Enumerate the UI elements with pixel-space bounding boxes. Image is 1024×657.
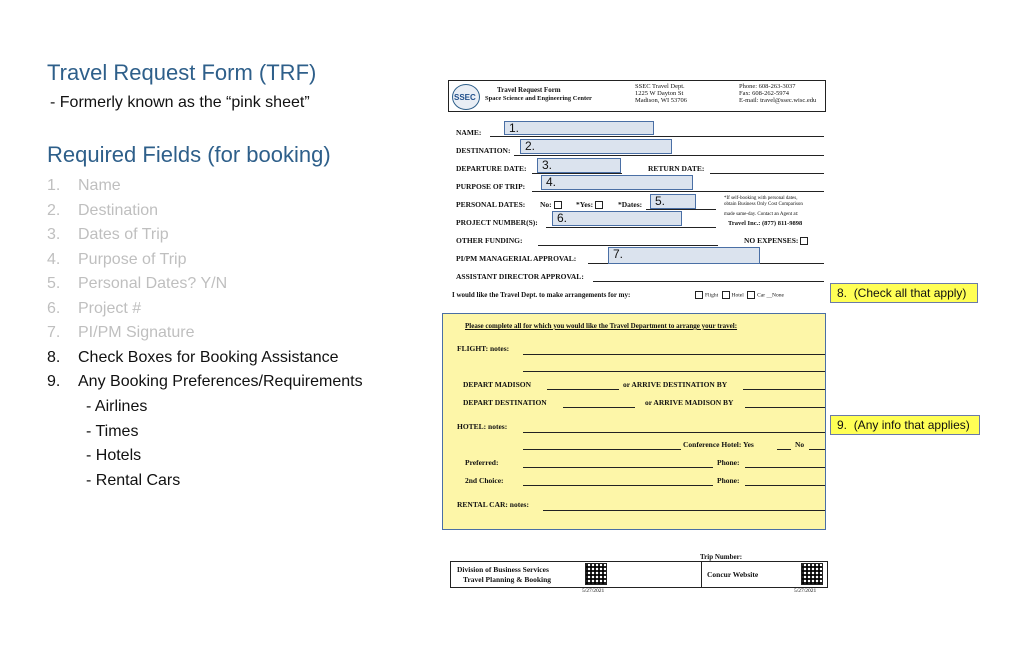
list-item: 8. Check Boxes for Booking Assistance — [47, 348, 339, 366]
project-label: PROJECT NUMBER(S): — [456, 218, 538, 227]
personal-dates-field-label: *Dates: — [618, 200, 643, 209]
dept-line-2: 1225 W Dayton St — [635, 90, 684, 97]
depart-madison-label: DEPART MADISON — [463, 380, 532, 389]
no-expenses-label: NO EXPENSES: — [744, 236, 810, 245]
dept-email: E-mail: travel@ssec.wisc.edu — [739, 97, 817, 104]
list-item: - Times — [86, 422, 139, 440]
return-label: RETURN DATE: — [648, 164, 705, 173]
list-item: 2. Destination — [47, 201, 159, 219]
assistant-director-label: ASSISTANT DIRECTOR APPROVAL: — [456, 272, 584, 281]
dept-line-3: Madison, WI 53706 — [635, 97, 688, 104]
slide-title: Travel Request Form (TRF) — [47, 60, 317, 85]
departure-marker: 3. — [537, 158, 621, 173]
form-header — [448, 80, 826, 112]
arrangement-checkboxes: Flight Hotel Car __None — [693, 291, 784, 299]
list-item: 7. PI/PM Signature — [47, 324, 195, 341]
callout-check-all: 8. (Check all that apply) — [830, 283, 978, 303]
preferred-phone-line — [745, 467, 825, 468]
assistant-director-line — [593, 281, 824, 282]
hotel-notes-label: HOTEL: notes: — [457, 422, 508, 431]
arrangements-section — [442, 313, 826, 530]
name-line — [490, 136, 824, 137]
self-booking-note-1: *If self-booking with personal dates, — [724, 196, 798, 201]
preferences-sub-list — [86, 395, 180, 493]
callout-any-info: 9. (Any info that applies) — [830, 415, 980, 435]
qr-code-icon — [585, 563, 607, 585]
trip-number-label: Trip Number: — [700, 553, 743, 561]
qr-code-icon — [801, 563, 823, 585]
list-item: - Rental Cars — [86, 471, 181, 489]
project-marker: 6. — [552, 211, 682, 226]
personal-no-label: No: — [540, 200, 564, 209]
departure-line — [532, 173, 622, 174]
concur-website-label: Concur Website — [707, 570, 759, 579]
list-item: 4. Purpose of Trip — [47, 250, 187, 268]
required-fields-list — [47, 174, 363, 395]
personal-dates-line — [646, 209, 716, 210]
conference-hotel-label: Conference Hotel: Yes — [683, 440, 754, 449]
list-item: 9. Any Booking Preferences/Requirements — [47, 373, 363, 390]
purpose-marker: 4. — [541, 175, 693, 190]
flight-checkbox[interactable] — [695, 291, 703, 299]
second-choice-line — [523, 485, 713, 486]
travel-inc-phone: Travel Inc.: (877) 811-9898 — [728, 220, 803, 227]
purpose-label: PURPOSE OF TRIP: — [456, 182, 526, 191]
list-item: 5. Personal Dates? Y/N — [47, 275, 228, 292]
list-item: 6. Project # — [47, 299, 142, 317]
list-item: - Hotels — [86, 447, 142, 464]
destination-line — [514, 155, 824, 156]
purpose-line — [532, 191, 824, 192]
departure-label: DEPARTURE DATE: — [456, 164, 527, 173]
preferred-phone-label: Phone: — [717, 458, 740, 467]
arrive-madison-label: or ARRIVE MADISON BY — [645, 398, 734, 407]
flight-notes-label: FLIGHT: notes: — [457, 344, 510, 353]
list-item: 1. Name — [47, 177, 121, 194]
depart-destination-line — [563, 407, 635, 408]
other-funding-label: OTHER FUNDING: — [456, 236, 523, 245]
preferred-hotel-label: Preferred: — [465, 458, 499, 467]
arrive-destination-label: or ARRIVE DESTINATION BY — [623, 380, 728, 389]
ssec-logo-icon: SSEC — [452, 84, 480, 110]
footer-date-1: 5/27/2021 — [582, 588, 605, 594]
flight-notes-line — [523, 354, 825, 355]
form-title: Travel Request Form — [497, 86, 561, 94]
form-org: Space Science and Engineering Center — [485, 95, 592, 102]
hotel-checkbox[interactable] — [722, 291, 730, 299]
dept-phone: Phone: 608-263-3037 — [739, 83, 796, 90]
pi-pm-approval-label: PI/PM MANAGERIAL APPROVAL: — [456, 254, 577, 263]
rental-car-line — [543, 510, 825, 511]
conference-yes-line — [777, 449, 791, 450]
personal-no-checkbox[interactable] — [554, 201, 562, 209]
project-line — [546, 227, 716, 228]
conference-no-label: No — [795, 440, 805, 449]
second-phone-label: Phone: — [717, 476, 740, 485]
personal-dates-marker: 5. — [650, 194, 696, 209]
self-booking-note-3: made same-day. Contact an Agent at: — [724, 212, 799, 217]
depart-madison-line — [547, 389, 619, 390]
footer-date-2: 5/27/2021 — [794, 588, 817, 594]
rental-car-label: RENTAL CAR: notes: — [457, 500, 529, 509]
slide-subtitle: - Formerly known as the “pink sheet” — [50, 94, 310, 111]
arrangements-heading: Please complete all for which you would like the Travel Department to arrange your travel: — [465, 322, 738, 330]
name-label: NAME: — [456, 128, 482, 137]
dept-fax: Fax: 608-262-5974 — [739, 90, 790, 97]
list-item: - Airlines — [86, 398, 148, 415]
preferred-hotel-line — [523, 467, 713, 468]
depart-destination-label: DEPART DESTINATION — [463, 398, 547, 407]
hotel-notes-line-2 — [523, 449, 681, 450]
return-line — [710, 173, 824, 174]
footer-divider — [701, 562, 702, 587]
destination-label: DESTINATION: — [456, 146, 511, 155]
flight-notes-line-2 — [523, 371, 825, 372]
self-booking-note-2: obtain Business Only Cost Comparison — [724, 202, 803, 207]
no-expenses-checkbox[interactable] — [800, 237, 808, 245]
second-choice-label: 2nd Choice: — [465, 476, 504, 485]
arrangements-label: I would like the Travel Dept. to make arrangements for my: — [452, 291, 631, 299]
required-fields-title: Required Fields (for booking) — [47, 142, 331, 167]
personal-yes-label: *Yes: — [576, 200, 605, 209]
arrive-madison-line — [745, 407, 825, 408]
personal-yes-checkbox[interactable] — [595, 201, 603, 209]
dept-line-1: SSEC Travel Dept. — [635, 83, 685, 90]
second-phone-line — [745, 485, 825, 486]
list-item: 3. Dates of Trip — [47, 226, 169, 243]
personal-dates-label: PERSONAL DATES: — [456, 200, 526, 209]
division-label: Division of Business Services — [457, 565, 549, 574]
name-marker: 1. — [504, 121, 654, 135]
conference-no-line — [809, 449, 825, 450]
car-checkbox[interactable] — [747, 291, 755, 299]
other-funding-line — [538, 245, 718, 246]
form-footer-box — [450, 561, 828, 588]
destination-marker: 2. — [520, 139, 672, 154]
pi-pm-marker: 7. — [608, 247, 760, 264]
none-blank: __ — [766, 292, 772, 299]
arrive-destination-line — [743, 389, 825, 390]
planning-label: Travel Planning & Booking — [463, 575, 552, 584]
hotel-notes-line — [523, 432, 825, 433]
